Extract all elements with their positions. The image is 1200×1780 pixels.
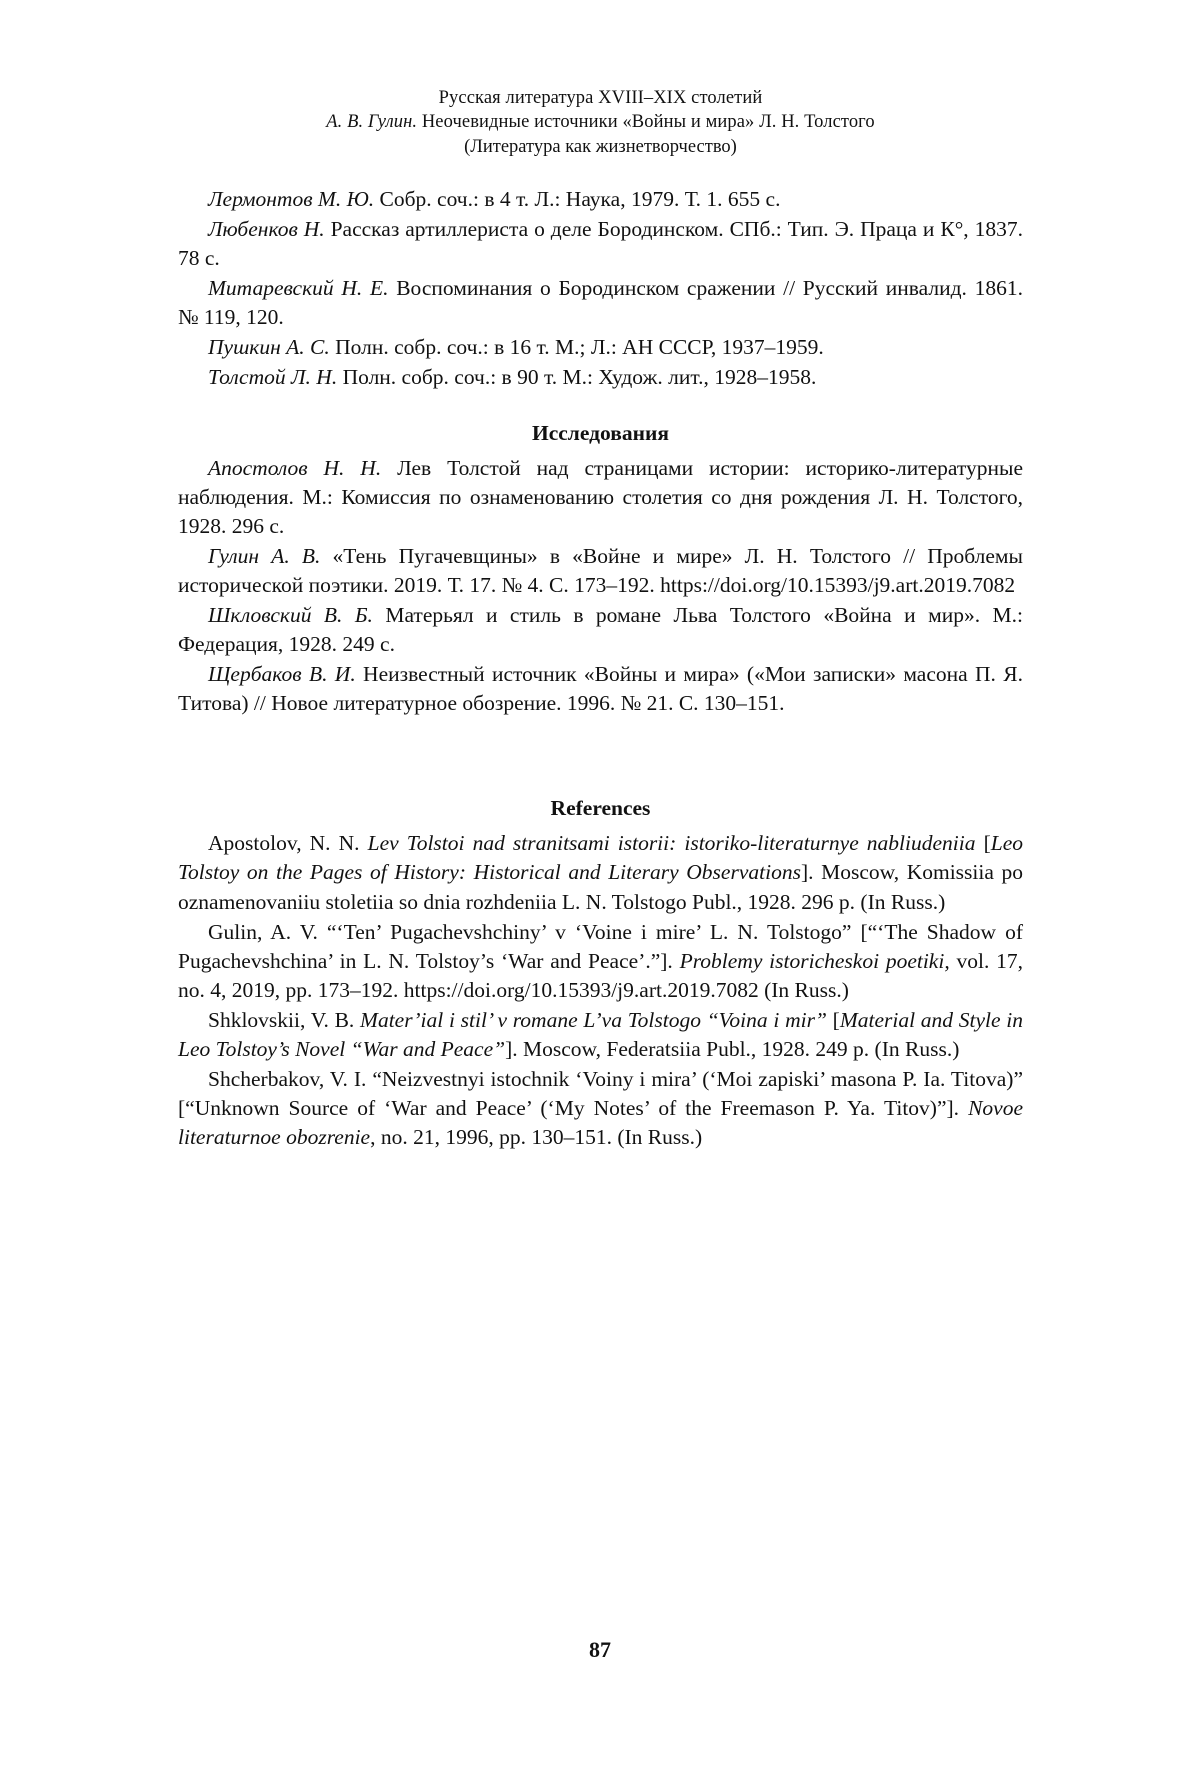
- entry-body: Рассказ артиллериста о деле Бородинском. СПб.: Тип. Э. Праца и К°, 1837. 78 с.: [178, 217, 1023, 271]
- reference-entry: [178, 1065, 1023, 1152]
- references-list: [178, 829, 1023, 1151]
- entry-body: Полн. собр. соч.: в 90 т. М.: Худож. лит., 1928–1958.: [337, 365, 817, 390]
- bibliography-entry: [178, 185, 1023, 214]
- entry-body: «Тень Пугачевщины» в «Войне и мире» Л. Н. Толстого // Проблемы исторической поэтики. 2019. Т. 17. № 4. С. 173–192. https://doi.org/10.15393/j9.art.2019.7082: [178, 544, 1023, 598]
- entry-body: Неизвестный источник «Войны и мира» («Мои записки» масона П. Я. Титова) // Новое литературное обозрение. 1996. № 21. С. 130–151.: [178, 662, 1023, 716]
- ref-title-italic: Problemy istoricheskoi poetiki,: [679, 948, 950, 973]
- ref-translation-italic: Leo Tolstoy on the Pages of History: Historical and Literary Observations: [178, 831, 1023, 885]
- entry-body: Собр. соч.: в 4 т. Л.: Наука, 1979. Т. 1. 655 с.: [374, 187, 781, 212]
- running-head-article: [178, 110, 1023, 134]
- bibliography-entry: [178, 363, 1023, 392]
- ref-translation-italic: Material and Style in Leo Tolstoy’s Novel “War and Peace”: [178, 1007, 1023, 1061]
- ref-part-2: , no. 21, 1996, pp. 130–151. (In Russ.): [370, 1124, 703, 1149]
- entry-author: Митаревский Н. Е.: [208, 276, 389, 301]
- reference-entry: [178, 918, 1023, 1005]
- reference-entry: [178, 1006, 1023, 1064]
- ref-part-3: ]. Moscow, Komissiia po oznamenovaniiu stoletiia so dnia rozhdeniia L. N. Tolstogo Publ., 1928. 296 p. (In Russ.): [178, 860, 1023, 914]
- ref-title-italic: Mater’ial i stil’ v romane L’va Tolstogo “Voina i mir”: [360, 1007, 827, 1032]
- studies-heading: Исследования: [532, 421, 669, 446]
- ref-part-1: Apostolov, N. N.: [208, 831, 368, 856]
- entry-body: Полн. собр. соч.: в 16 т. М.; Л.: АН СССР, 1937–1959.: [329, 335, 824, 360]
- running-head-series: Русская литература XVIII–XIX столетий: [438, 88, 763, 108]
- entry-body: Воспоминания о Бородинском сражении // Русский инвалид. 1861. № 119, 120.: [178, 276, 1023, 330]
- ref-title-italic: Lev Tolstoi nad stranitsami istorii: istoriko-literaturnye nabliudeniia: [367, 831, 976, 856]
- bibliography-entry: [178, 454, 1023, 541]
- studies-list: [178, 454, 1023, 718]
- bibliography-entry: [178, 215, 1023, 273]
- running-head: [178, 86, 1023, 159]
- page-content: [178, 86, 1023, 1153]
- reference-entry: [178, 829, 1023, 916]
- references-heading: References: [550, 796, 651, 821]
- ref-part-1: Shcherbakov, V. I. “Neizvestnyi istochnik ʻVoiny i mira’ (ʻMoi zapiski’ masona P. Ia. Titova)” [“Unknown Source of ʻWar and Peace’ (ʻMy Notes’ of the Freemason P. Ya. Titov)”].: [178, 1066, 1023, 1120]
- bibliography-entry: [178, 333, 1023, 362]
- entry-author: Шкловский В. Б.: [208, 603, 373, 628]
- bibliography-entry: [178, 274, 1023, 332]
- entry-author: Апостолов Н. Н.: [208, 456, 382, 481]
- bibliography-entry: [178, 601, 1023, 659]
- ref-part-1: Gulin, A. V. “ʻTen’ Pugachevshchiny’ v ʻVoine i mire’ L. N. Tolstogo” [“ʻThe Shadow of Pugachevshchina’ in L. N. Tolstoy’s ʻWar and Peace’.”].: [178, 919, 1023, 973]
- running-head-subtitle: (Литература как жизнетворчество): [464, 136, 737, 157]
- sources-list: [178, 185, 1023, 392]
- entry-author: Любенков Н.: [208, 217, 325, 242]
- ref-part-3: ]. Moscow, Federatsiia Publ., 1928. 249 p. (In Russ.): [505, 1036, 960, 1061]
- entry-body: Лев Толстой над страницами истории: историко-литературные наблюдения. М.: Комиссия по ознаменованию столетия со дня рождения Л. Н. Толстого, 1928. 296 с.: [178, 456, 1023, 539]
- entry-author: Щербаков В. И.: [208, 662, 356, 687]
- ref-part-2: [: [975, 831, 991, 856]
- ref-title-italic: Novoe literaturnoe obozrenie: [178, 1095, 1023, 1149]
- entry-author: Лермонтов М. Ю.: [208, 187, 375, 212]
- ref-part-1: Shklovskii, V. B.: [208, 1007, 361, 1032]
- running-head-title: Неочевидные источники «Войны и мира» Л. Н. Толстого: [417, 112, 875, 133]
- entry-body: Матерьял и стиль в романе Льва Толстого «Война и мир». М.: Федерация, 1928. 249 с.: [178, 603, 1023, 657]
- running-head-author: А. В. Гулин.: [326, 112, 418, 133]
- ref-part-2: [: [826, 1007, 840, 1032]
- entry-author: Гулин А. В.: [208, 544, 321, 569]
- ref-part-2: vol. 17, no. 4, 2019, pp. 173–192. https://doi.org/10.15393/j9.art.2019.7082 (In Russ.): [178, 948, 1023, 1002]
- bibliography-entry: [178, 542, 1023, 600]
- bibliography-entry: [178, 660, 1023, 718]
- entry-author: Толстой Л. Н.: [208, 365, 338, 390]
- entry-author: Пушкин А. С.: [208, 335, 330, 360]
- page-number: 87: [589, 1637, 611, 1662]
